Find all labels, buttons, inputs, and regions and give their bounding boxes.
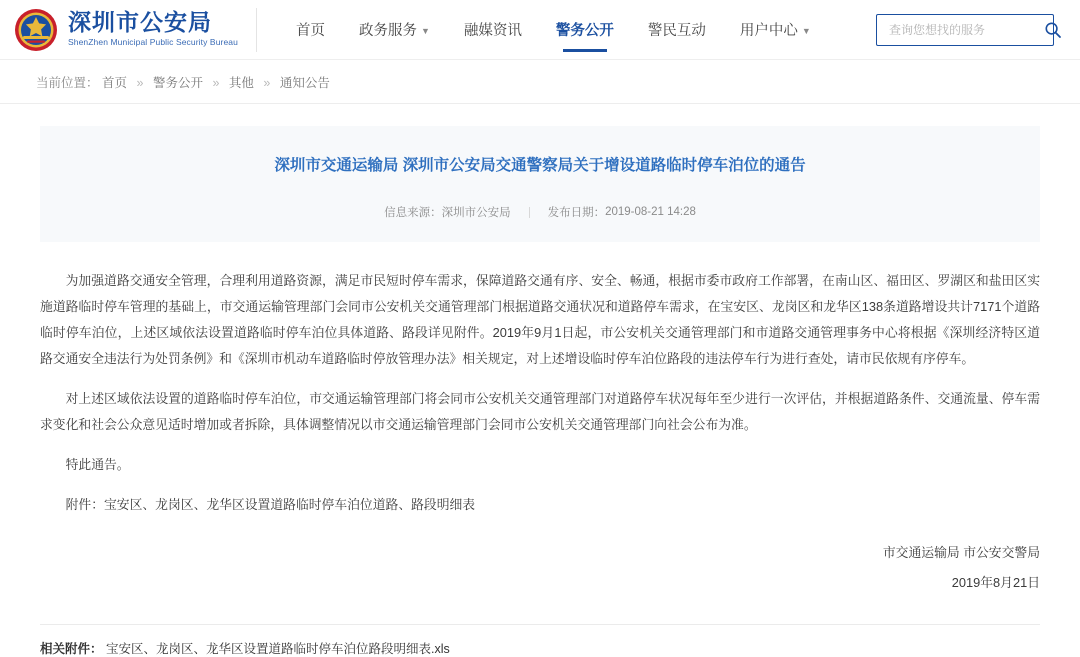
date-value: 2019-08-21 14:28 [605,206,696,218]
nav-label: 警务公开 [555,23,614,39]
paragraph: 对上述区域依法设置的道路临时停车泊位，市交通运输管理部门将会同市公安机关交通管理部门对道路停车状况每年至少进行一次评估，并根据道路条件、交通流量、停车需求变化和社会公众意见适时增加或者拆除，具体调整情况以市交通运输管理部门会同市公安机关交通管理部门向社会公布为准。 [40,391,1040,432]
nav-item-police-public-interaction[interactable] [631,0,723,60]
logo-block[interactable] [14,8,257,52]
date-label: 发布日期： [547,207,606,219]
paragraph-attachment-note: 附件：宝安区、龙岗区、龙华区设置道路临时停车泊位道路、路段明细表 [65,497,476,512]
chevron-down-icon: ▼ [420,25,430,36]
article-meta [60,204,1020,220]
breadcrumb-item-other[interactable]: 其他 [228,75,254,90]
search-input[interactable] [889,23,1044,37]
breadcrumb-item-home[interactable]: 首页 [102,75,128,90]
signature-block [40,540,1040,596]
nav-label: 首页 [295,23,325,39]
police-emblem-icon [14,8,58,52]
attachment-section [40,624,1040,657]
breadcrumb-item-announcements[interactable]: 通知公告 [279,75,330,90]
nav-item-media-news[interactable] [447,0,539,60]
search-icon[interactable] [1044,21,1062,39]
nav-item-home[interactable] [279,0,342,60]
title-card [40,126,1040,242]
nav-label: 警民互动 [647,23,706,39]
attachment-label: 相关附件： [40,642,103,656]
nav-item-user-center[interactable] [723,0,828,60]
source-value: 深圳市公安局 [441,207,511,219]
breadcrumb-separator: » [136,75,144,90]
chevron-down-icon: ▼ [801,25,811,36]
nav-label: 政务服务 [358,23,417,39]
meta-divider [529,207,530,218]
site-title-cn: 深圳市公安局 [68,9,212,35]
search-box[interactable] [876,14,1054,46]
breadcrumb-prefix: 当前位置： [36,75,99,90]
main-nav [279,0,828,60]
breadcrumb-item-police-disclosure[interactable]: 警务公开 [152,75,203,90]
signature-org: 市交通运输局 市公安交警局 [882,545,1040,560]
site-title-en: ShenZhen Municipal Public Security Bureau [68,37,238,47]
nav-label: 融媒资讯 [463,23,522,39]
breadcrumb [36,73,330,91]
paragraph: 特此通告。 [65,457,130,472]
breadcrumb-separator: » [212,75,220,90]
nav-item-government-services[interactable] [342,0,447,60]
attachment-file-link[interactable]: 宝安区、龙岗区、龙华区设置道路临时停车泊位路段明细表.xls [106,642,450,656]
nav-label: 用户中心 [739,23,798,39]
source-label: 信息来源： [384,207,442,219]
page-title: 深圳市交通运输局 深圳市公安局交通警察局关于增设道路临时停车泊位的通告 [274,157,806,174]
site-header [0,0,1080,60]
paragraph: 为加强道路交通安全管理，合理利用道路资源，满足市民短时停车需求，保障道路交通有序、安全、畅通，根据市委市政府工作部署，在南山区、福田区、罗湖区和盐田区实施道路临时停车管理的基础上，市交通运输管理部门会同市公安机关交通管理部门根据道路交通状况和道路停车需求，在宝安区、龙岗区和龙华区138条道路增设共计7171个道路临时停车泊位，上述区域依法设置道路临时停车泊位具体道路、路段详见附件。2019年9月1日起，市公安机关交通管理部门和市道路交通管理事务中心将根据《深圳经济特区道路交通安全违法行为处罚条例》和《深圳市机动车道路临时停放管理办法》相关规定，对上述增设临时停车泊位路段的违法停车行为进行查处，请市民依规有序停车。 [40,273,1040,366]
article-header-area [0,104,1080,242]
breadcrumb-separator: » [263,75,271,90]
breadcrumb-bar [0,60,1080,104]
signature-date: 2019年8月21日 [951,575,1040,590]
nav-item-police-disclosure[interactable] [539,0,631,60]
article-body [0,242,1080,596]
